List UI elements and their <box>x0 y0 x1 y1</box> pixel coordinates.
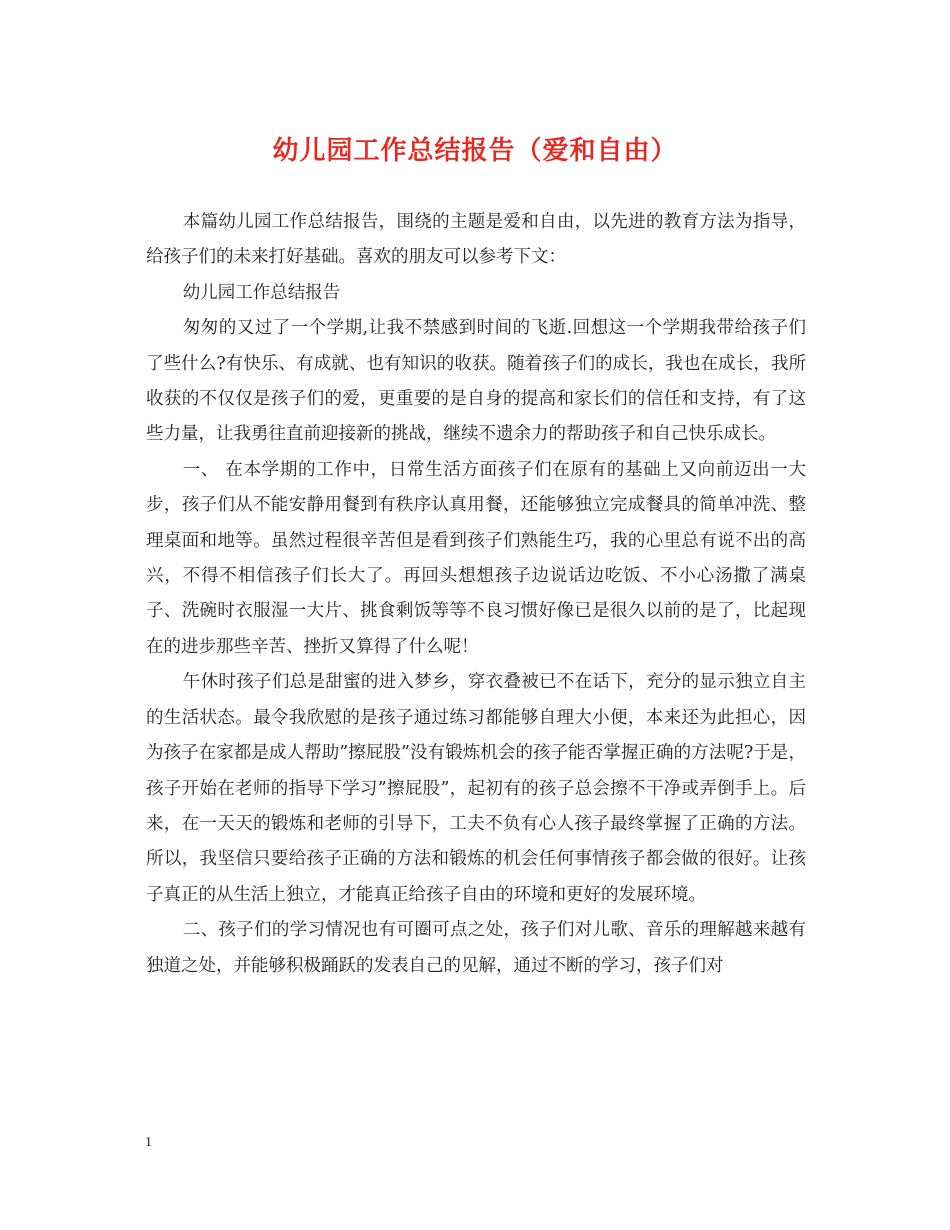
paragraph-section-two: 二、孩子们的学习情况也有可圈可点之处，孩子们对儿歌、音乐的理解越来越有独道之处，并能够积极踊跃的发表自己的见解，通过不断的学习，孩子们对 <box>146 920 806 976</box>
document-body <box>146 205 806 984</box>
paragraph-section-one: 一、 在本学期的工作中，日常生活方面孩子们在原有的基础上又向前迈出一大步，孩子们从不能安静用餐到有秩序认真用餐，还能够独立完成餐具的简单冲洗、整理桌面和地等。虽然过程很辛苦但是看到孩子们熟能生巧，我的心里总有说不出的高兴，不得不相信孩子们长大了。再回头想想孩子边说话边吃饭、不小心汤撒了满桌子、洗碗时衣服湿一大片、挑食剩饭等等不良习惯好像已是很久以前的是了，比起现在的进步那些辛苦、挫折又算得了什么呢！ <box>146 459 806 657</box>
page-number: 1 <box>145 1135 152 1150</box>
paragraph-subheading: 幼儿园工作总结报告 <box>182 282 341 303</box>
document-title: 幼儿园工作总结报告（爱和自由） <box>272 136 678 166</box>
paragraph-reflection: 匆匆的又过了一个学期,让我不禁感到时间的飞逝.回想这一个学期我带给孩子们了些什么?有快乐、有成就、也有知识的收获。随着孩子们的成长，我也在成长，我所收获的不仅仅是孩子们的爱，更重要的是自身的提高和家长们的信任和支持，有了这些力量，让我勇往直前迎接新的挑战，继续不遗余力的帮助孩子和自己快乐成长。 <box>146 318 806 445</box>
paragraph-intro: 本篇幼儿园工作总结报告，围绕的主题是爱和自由，以先进的教育方法为指导，给孩子们的未来打好基础。喜欢的朋友可以参考下文： <box>146 212 806 268</box>
paragraph-nap-time: 午休时孩子们总是甜蜜的进入梦乡，穿衣叠被已不在话下，充分的显示独立自主的生活状态。最令我欣慰的是孩子通过练习都能够自理大小便，本来还为此担心，因为孩子在家都是成人帮助”擦屁股”没有锻炼机会的孩子能否掌握正确的方法呢?于是，孩子开始在老师的指导下学习”擦屁股”，起初有的孩子总会擦不干净或弄倒手上。后来，在一天天的锻炼和老师的引导下，工夫不负有心人孩子最终掌握了正确的方法。所以，我坚信只要给孩子正确的方法和锻炼的机会任何事情孩子都会做的很好。让孩子真正的从生活上独立，才能真正给孩子自由的环境和更好的发展环境。 <box>146 672 806 905</box>
